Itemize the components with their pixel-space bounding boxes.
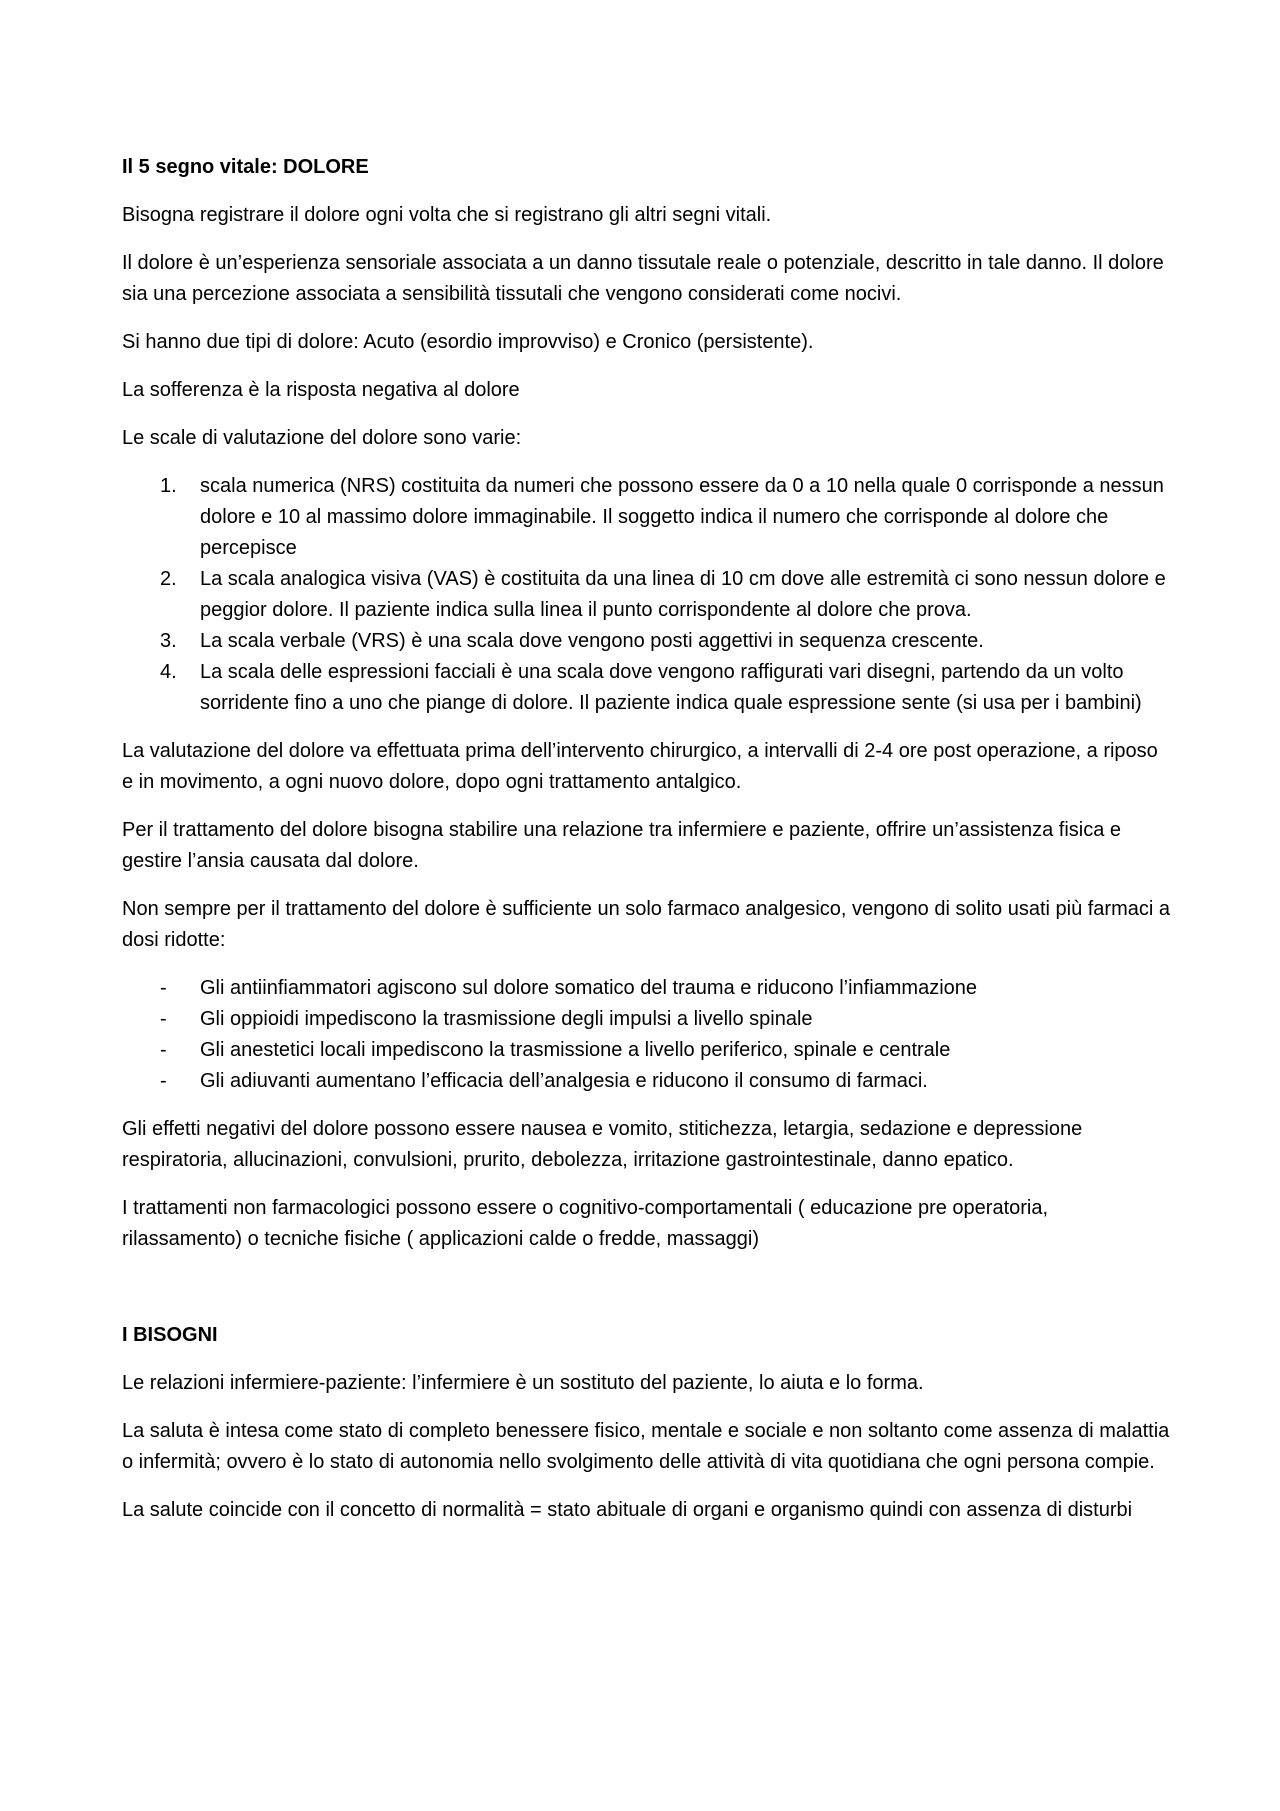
list-item <box>122 1066 1172 1097</box>
paragraph: La sofferenza è la risposta negativa al dolore <box>122 379 520 401</box>
list-marker: 2. <box>160 568 177 590</box>
list-marker: 1. <box>160 475 177 497</box>
list-item <box>122 564 1172 626</box>
paragraph: Le scale di valutazione del dolore sono varie: <box>122 427 522 449</box>
list-item <box>122 973 1172 1004</box>
paragraph: La valutazione del dolore va effettuata prima dell’intervento chirurgico, a intervalli di 2-4 ore post operazione, a riposo e in movimento, a ogni nuovo dolore, dopo ogni trattamento antalgico. <box>122 740 1158 793</box>
list-item <box>122 657 1172 719</box>
list-item <box>122 626 1172 657</box>
list-marker: - <box>160 1039 167 1061</box>
list-item-text: Gli antiinfiammatori agiscono sul dolore somatico del trauma e riducono l’infiammazione <box>200 977 978 999</box>
list-item-text: La scala verbale (VRS) è una scala dove vengono posti aggettivi in sequenza crescente. <box>200 630 984 652</box>
paragraph: Bisogna registrare il dolore ogni volta che si registrano gli altri segni vitali. <box>122 204 772 226</box>
paragraph: La saluta è intesa come stato di completo benessere fisico, mentale e sociale e non soltanto come assenza di malattia o infermità; ovvero è lo stato di autonomia nello svolgimento delle attività di vita quotidiana che ogni persona compie. <box>122 1420 1170 1473</box>
paragraph: La salute coincide con il concetto di normalità = stato abituale di organi e organismo quindi con assenza di disturbi <box>122 1499 1133 1521</box>
list-item-text: Gli adiuvanti aumentano l’efficacia dell’analgesia e riducono il consumo di farmaci. <box>200 1070 928 1092</box>
list-item <box>122 1004 1172 1035</box>
section-spacer <box>122 1272 1172 1320</box>
document-page <box>122 152 1172 1543</box>
list-item <box>122 471 1172 564</box>
section-title-dolore: Il 5 segno vitale: DOLORE <box>122 156 369 178</box>
paragraph: Il dolore è un’esperienza sensoriale associata a un danno tissutale reale o potenziale, descritto in tale danno. Il dolore sia una percezione associata a sensibilità tissutali che vengono considerati come nocivi. <box>122 252 1164 305</box>
section-title-bisogni: I BISOGNI <box>122 1324 218 1346</box>
list-marker: 3. <box>160 630 177 652</box>
list-marker: - <box>160 977 167 999</box>
list-item-text: Gli oppioidi impediscono la trasmissione degli impulsi a livello spinale <box>200 1008 813 1030</box>
list-marker: 4. <box>160 661 177 683</box>
list-marker: - <box>160 1008 167 1030</box>
list-item <box>122 1035 1172 1066</box>
pain-scales-list <box>122 471 1172 719</box>
list-item-text: La scala analogica visiva (VAS) è costituita da una linea di 10 cm dove alle estremità ci sono nessun dolore e peggior dolore. Il paziente indica sulla linea il punto corrispondente al dolore che prova. <box>200 568 1166 621</box>
paragraph: Si hanno due tipi di dolore: Acuto (esordio improvviso) e Cronico (persistente). <box>122 331 814 353</box>
list-marker: - <box>160 1070 167 1092</box>
list-item-text: scala numerica (NRS) costituita da numeri che possono essere da 0 a 10 nella quale 0 corrisponde a nessun dolore e 10 al massimo dolore immaginabile. Il soggetto indica il numero che corrisponde al dolore che percepisce <box>200 475 1164 559</box>
paragraph: Le relazioni infermiere-paziente: l’infermiere è un sostituto del paziente, lo aiuta e lo forma. <box>122 1372 924 1394</box>
list-item-text: La scala delle espressioni facciali è una scala dove vengono raffigurati vari disegni, partendo da un volto sorridente fino a uno che piange di dolore. Il paziente indica quale espressione sente (si usa per i bambini) <box>200 661 1142 714</box>
paragraph: Per il trattamento del dolore bisogna stabilire una relazione tra infermiere e paziente, offrire un’assistenza fisica e gestire l’ansia causata dal dolore. <box>122 819 1122 872</box>
list-item-text: Gli anestetici locali impediscono la trasmissione a livello periferico, spinale e centrale <box>200 1039 951 1061</box>
paragraph: Non sempre per il trattamento del dolore è sufficiente un solo farmaco analgesico, vengono di solito usati più farmaci a dosi ridotte: <box>122 898 1170 951</box>
paragraph: I trattamenti non farmacologici possono essere o cognitivo-comportamentali ( educazione pre operatoria, rilassamento) o tecniche fisiche ( applicazioni calde o fredde, massaggi) <box>122 1197 1049 1250</box>
drugs-list <box>122 973 1172 1097</box>
paragraph: Gli effetti negativi del dolore possono essere nausea e vomito, stitichezza, letargia, sedazione e depressione respiratoria, allucinazioni, convulsioni, prurito, debolezza, irritazione gastrointestinale, danno epatico. <box>122 1118 1083 1171</box>
